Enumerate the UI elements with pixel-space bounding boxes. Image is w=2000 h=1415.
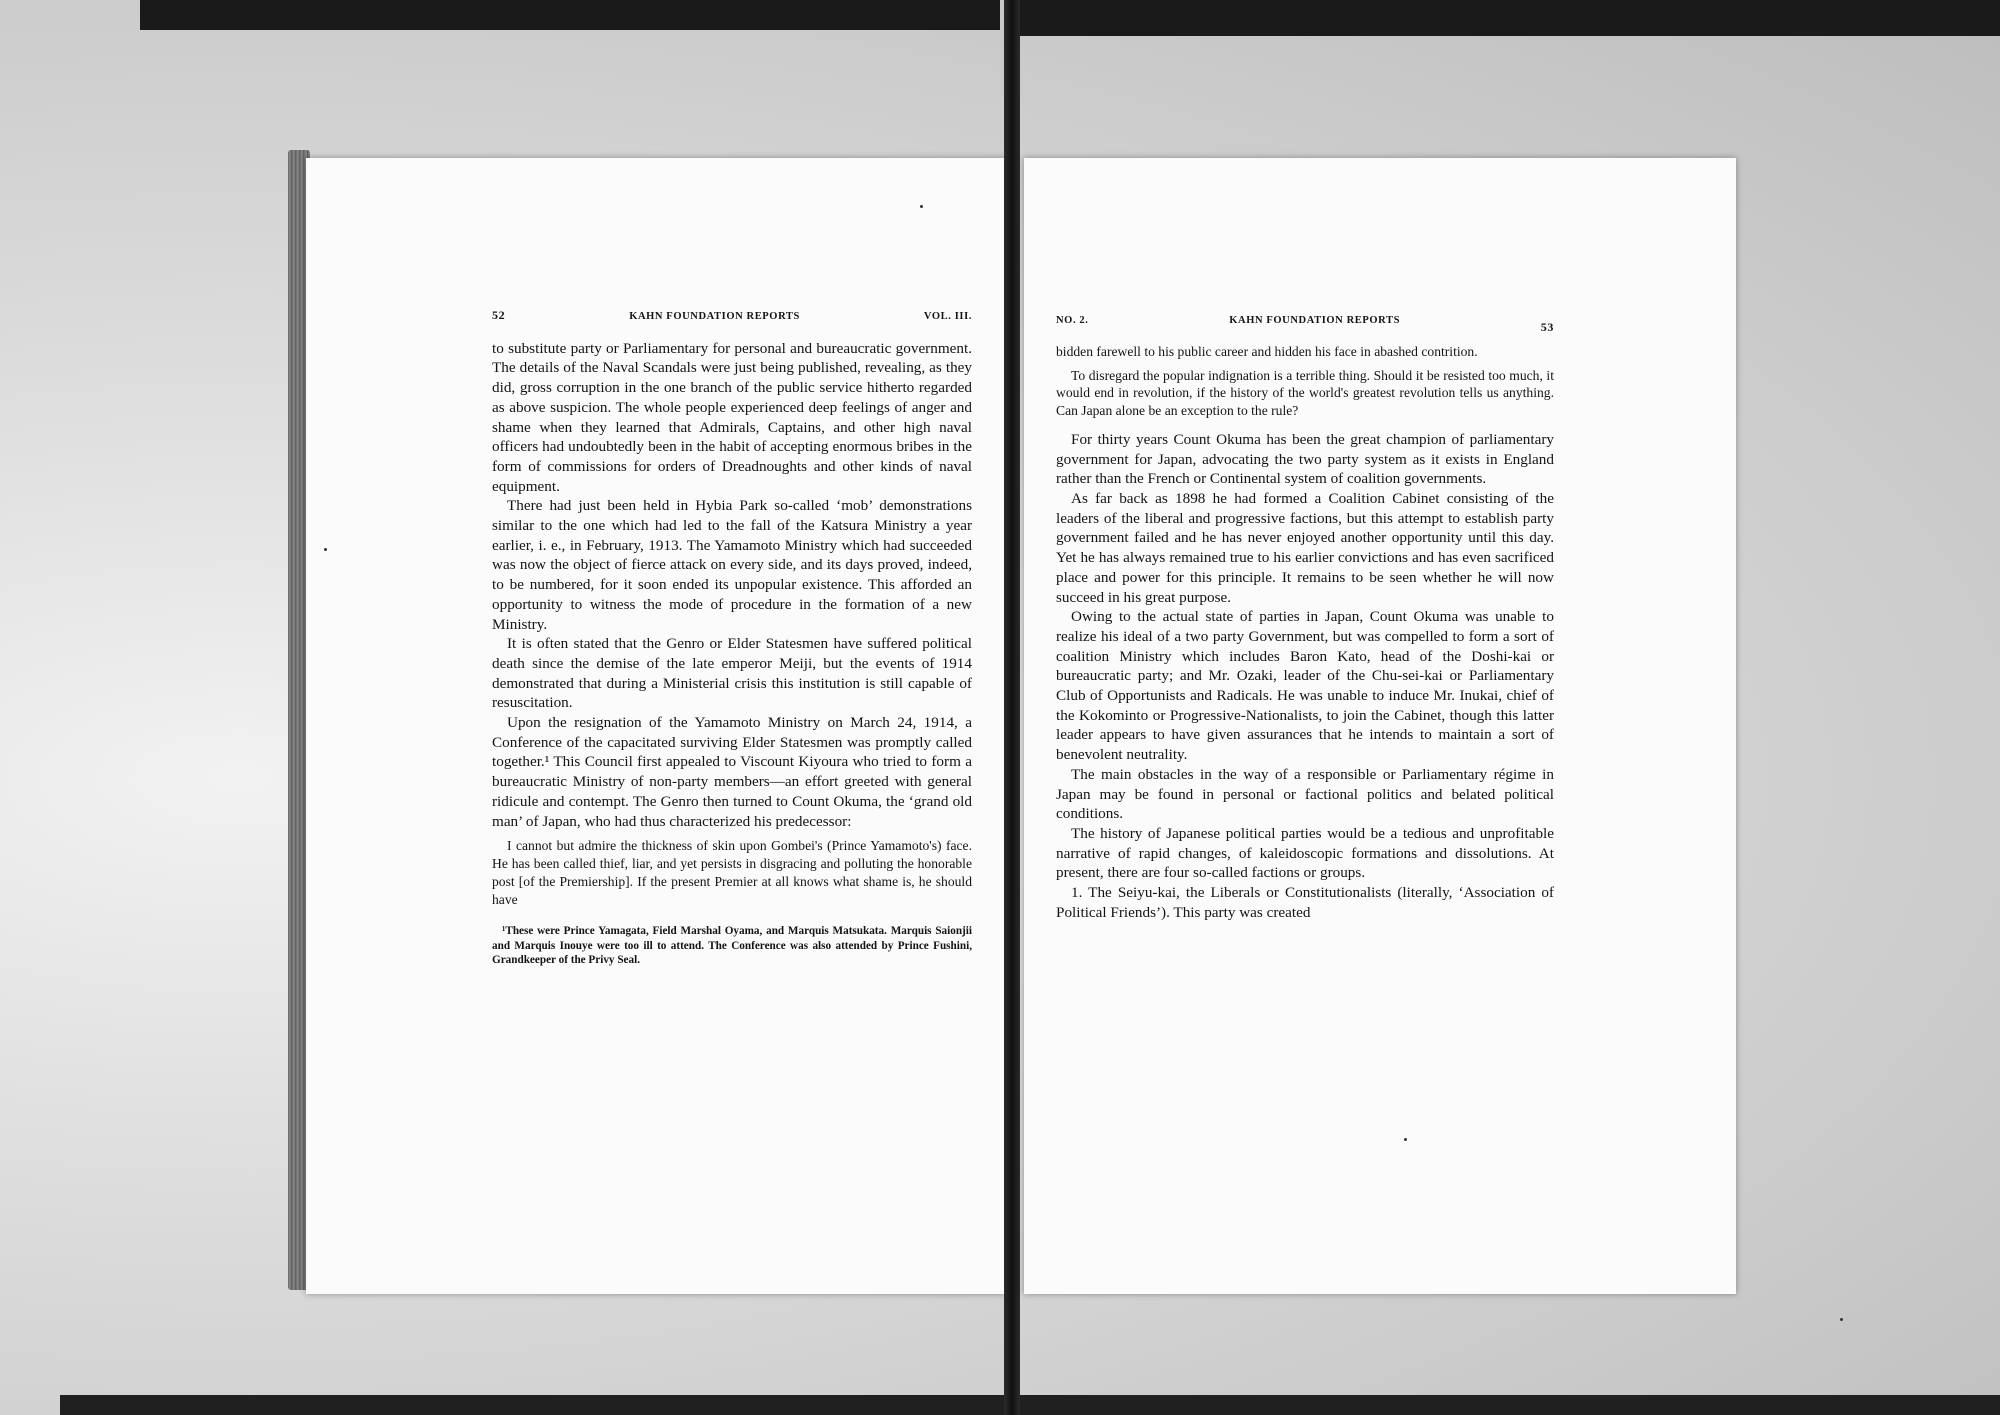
scan-speck bbox=[1840, 1318, 1843, 1321]
right-page-column bbox=[1056, 310, 1554, 922]
left-footnote: ¹These were Prince Yamagata, Field Marshal Oyama, and Marquis Matsukata. Marquis Saionjii and Marquis Inouye were too ill to attend. The Conference was also attended by Prince Fushini, Grandkeeper of the Privy Seal. bbox=[492, 925, 972, 967]
left-quote: I cannot but admire the thickness of skin upon Gombei's (Prince Yamamoto's) face. He has been called thief, liar, and yet persists in disgracing and polluting the honorable post [of the Premiership]. If the present Premier at all knows what shame is, he should have bbox=[492, 838, 972, 907]
scan-border-top-left bbox=[140, 0, 1000, 30]
left-paragraph-2: There had just been held in Hybia Park so-called ‘mob’ demonstrations similar to the one which had led to the fall of the Katsura Ministry a year earlier, i. e., in February, 1913. The Yamamoto Ministry which had succeeded was now the object of fierce attack on every side, and its days proved, indeed, to be numbered, for it soon ended its unpopular existence. This afforded an opportunity to witness the mode of procedure in the formation of a new Ministry. bbox=[492, 497, 972, 633]
left-page-header bbox=[492, 306, 972, 327]
left-page-column bbox=[492, 306, 972, 968]
right-item-text: The Seiyu-kai, the Liberals or Constitutionalists (literally, ‘Association of Political Friends’). This party was created bbox=[1056, 884, 1554, 921]
right-quote-second: To disregard the popular indignation is a terrible thing. Should it be resisted too much, it would end in revolution, if the history of the world's greatest revolution tells us anything. Can Japan alone be an exception to the rule? bbox=[1056, 367, 1554, 419]
scan-speck bbox=[324, 548, 327, 551]
right-running-title: KAHN FOUNDATION REPORTS bbox=[1229, 315, 1401, 326]
scan-border-bottom bbox=[60, 1395, 2000, 1415]
left-page-number: 52 bbox=[492, 308, 506, 322]
right-item-number: 1. bbox=[1071, 884, 1083, 902]
right-numbered-item bbox=[1056, 883, 1554, 922]
right-paragraph-4: The main obstacles in the way of a responsible or Parliamentary régime in Japan may be found in personal or factional politics and belated political conditions. bbox=[1056, 765, 1554, 823]
right-paragraph-2: As far back as 1898 he had formed a Coalition Cabinet consisting of the leaders of the liberal and progressive factions, but this attempt to establish party government failed and he has never enjoyed another opportunity until this day. Yet he has always remained true to his earlier convictions and has even sacrificed place and power for this principle. It remains to be seen whether he will now succeed in his great purpose. bbox=[1056, 490, 1554, 606]
left-paragraph-1: to substitute party or Parliamentary for personal and bureaucratic government. The details of the Naval Scandals were just being published, revealing, as they did, gross corruption in the one branch of the public service hitherto regarded as above suspicion. The whole people experienced deep feelings of anger and shame when they learned that Admirals, Captains, and other high naval officers had undoubtedly been in the habit of accepting enormous bribes in the form of commissions for orders of Dreadnoughts and other kinds of naval equipment. bbox=[492, 339, 972, 495]
left-paragraph-4: Upon the resignation of the Yamamoto Ministry on March 24, 1914, a Conference of the capacitated surviving Elder Statesmen was promptly called together.¹ This Council first appealed to Viscount Kiyoura who tried to form a bureaucratic Ministry of non-party members—an effort greeted with general ridicule and contempt. The Genro then turned to Count Okuma, the ‘grand old man’ of Japan, who had thus characterized his predecessor: bbox=[492, 714, 972, 830]
right-quote-continued: bidden farewell to his public career and hidden his face in abashed contrition. bbox=[1056, 343, 1478, 359]
right-paragraph-1: For thirty years Count Okuma has been the great champion of parliamentary government for Japan, advocating the two party system as it exists in England rather than the French or Continental system of coalition governments. bbox=[1056, 430, 1554, 488]
scan-speck bbox=[1404, 1138, 1407, 1141]
right-page-header bbox=[1056, 310, 1554, 334]
right-paragraph-3: Owing to the actual state of parties in Japan, Count Okuma was unable to realize his ideal of a two party Government, but was compelled to form a sort of coalition Ministry which includes Baron Kato, head of the Doshi-kai or bureaucratic party; and Mr. Ozaki, leader of the Chu-sei-kai or Parliamentary Club of Opportunists and Radicals. He was unable to induce Mr. Inukai, chief of the Kokominto or Progressive-Nationalists, to join the Cabinet, though this latter leader appears to have given assurances that he intends to maintain a sort of benevolent neutrality. bbox=[1056, 608, 1554, 764]
left-paragraph-3: It is often stated that the Genro or Elder Statesmen have suffered political death since the demise of the late emperor Meiji, but the events of 1914 demonstrated that during a Ministerial crisis this institution is still capable of resuscitation. bbox=[492, 635, 972, 712]
right-paragraph-5: The history of Japanese political parties would be a tedious and unprofitable narrative of rapid changes, of kaleidoscopic formations and dissolutions. At present, there are four so-called factions or groups. bbox=[1056, 824, 1554, 882]
scan-border-top-right bbox=[1020, 0, 2000, 36]
left-volume: VOL. III. bbox=[923, 311, 972, 322]
right-issue: NO. 2. bbox=[1056, 315, 1089, 326]
right-page-number: 53 bbox=[1540, 320, 1554, 334]
left-running-title: KAHN FOUNDATION REPORTS bbox=[629, 311, 800, 322]
scan-speck bbox=[920, 205, 923, 208]
left-page bbox=[306, 158, 1006, 1294]
book-gutter bbox=[1004, 0, 1020, 1415]
right-page bbox=[1024, 158, 1736, 1294]
